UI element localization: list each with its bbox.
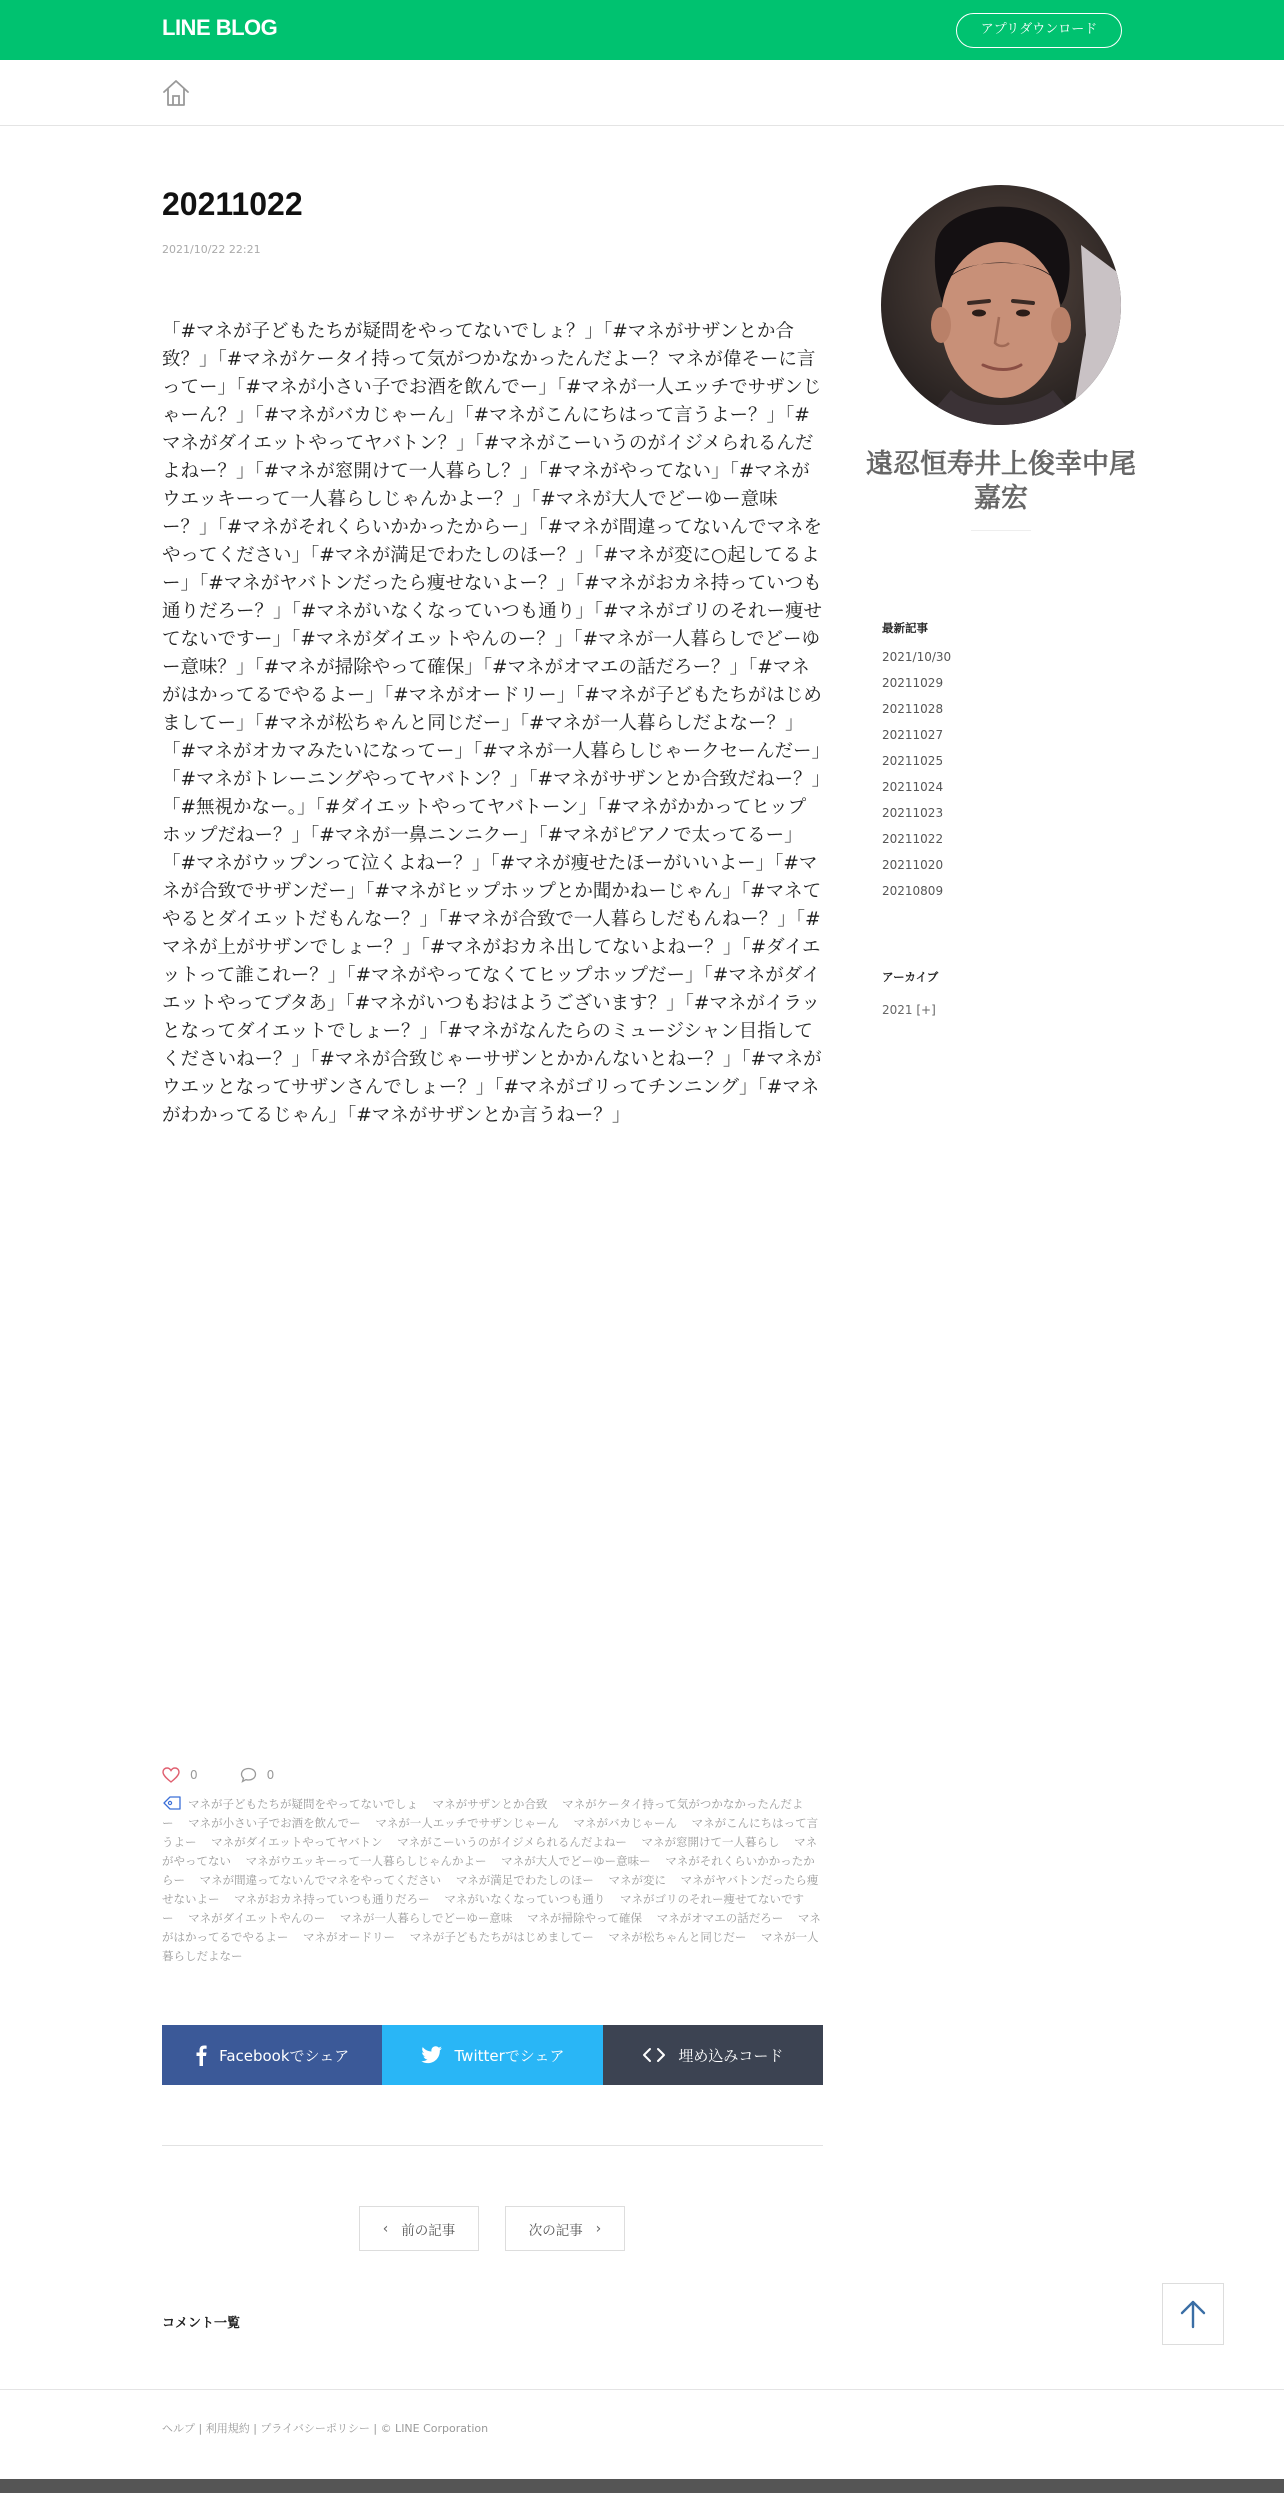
tag-link[interactable]: マネが変に	[608, 1873, 666, 1887]
recent-posts-list	[882, 648, 951, 908]
next-article-label: 次の記事	[528, 2222, 583, 2239]
comment-count: 0	[266, 1768, 275, 1782]
tag-link[interactable]: マネがダイエットやってヤバトン	[211, 1835, 383, 1849]
twitter-icon	[421, 2046, 443, 2064]
tag-link[interactable]: マネが掃除やって確保	[527, 1911, 643, 1925]
tag-link[interactable]: マネがはかってるでやるよー	[162, 1911, 821, 1944]
tag-link[interactable]: マネがサザンとか合致	[432, 1797, 548, 1811]
tag-link[interactable]: マネが間違ってないんでマネをやってください	[199, 1873, 442, 1887]
share-bar	[162, 2025, 823, 2085]
tag-link[interactable]: マネが松ちゃんと同じだー	[608, 1930, 747, 1944]
top-header	[0, 0, 1284, 60]
divider	[162, 2145, 823, 2146]
recent-post-link[interactable]: 20211029	[882, 676, 944, 690]
arrow-up-icon	[1179, 2299, 1207, 2329]
footer-divider	[0, 2389, 1284, 2390]
tag-link[interactable]: マネがオードリー	[303, 1930, 396, 1944]
tag-link[interactable]: マネがそれくらいかかったからー	[162, 1854, 815, 1887]
chevron-right-icon: ›	[595, 2220, 602, 2237]
author-avatar[interactable]	[881, 185, 1121, 425]
privacy-link[interactable]: プライバシーポリシー	[260, 2422, 370, 2435]
help-link[interactable]: ヘルプ	[162, 2422, 195, 2435]
archive-heading: アーカイブ	[882, 970, 939, 984]
terms-link[interactable]: 利用規約	[205, 2422, 250, 2435]
bottom-bar	[0, 2479, 1284, 2493]
copyright: © LINE Corporation	[380, 2422, 489, 2435]
prev-article-button[interactable]	[359, 2206, 479, 2251]
tag-link[interactable]: マネが一人暮らしでどーゆー意味	[339, 1911, 513, 1925]
comment-icon	[240, 1767, 257, 1783]
prev-article-label: 前の記事	[401, 2222, 456, 2239]
tag-link[interactable]: マネが子どもたちがはじめましてー	[409, 1930, 594, 1944]
tag-link[interactable]: マネが大人でどーゆー意味ー	[501, 1854, 651, 1868]
tag-link[interactable]: マネが子どもたちが疑問をやってないでしょ	[188, 1797, 418, 1811]
recent-post-link[interactable]: 2021/10/30	[882, 650, 952, 664]
scroll-to-top-button[interactable]	[1162, 2283, 1224, 2345]
recent-post-link[interactable]: 20211028	[882, 702, 944, 716]
recent-post-link[interactable]: 20210809	[882, 884, 944, 898]
tag-link[interactable]: マネがやってない	[162, 1835, 818, 1868]
recent-post-link[interactable]: 20211022	[882, 832, 944, 846]
recent-posts-heading: 最新記事	[882, 621, 928, 635]
tag-link[interactable]: マネがおカネ持っていつも通りだろー	[234, 1892, 430, 1906]
next-article-button[interactable]	[505, 2206, 625, 2251]
recent-post-link[interactable]: 20211024	[882, 780, 944, 794]
recent-post-link[interactable]: 20211025	[882, 754, 944, 768]
breadcrumb-bar	[0, 60, 1284, 126]
avatar-photo	[881, 185, 1121, 425]
home-icon[interactable]	[160, 77, 192, 109]
tag-link[interactable]: マネがいなくなっていつも通り	[444, 1892, 606, 1906]
like-count: 0	[190, 1768, 198, 1782]
archive-year-link[interactable]: 2021 [+]	[882, 1003, 936, 1017]
facebook-icon	[195, 2044, 207, 2066]
tag-link[interactable]: マネが窓開けて一人暮らし	[641, 1835, 780, 1849]
heart-icon	[162, 1767, 180, 1783]
author-divider	[971, 530, 1031, 531]
tag-link[interactable]: マネがこんにちはって言うよー	[162, 1816, 819, 1849]
footer-links: ヘルプ | 利用規約 | プライバシーポリシー | © LINE Corporation	[162, 2422, 489, 2435]
tag-link[interactable]: マネがオマエの話だろー	[656, 1911, 784, 1925]
app-download-button[interactable]: アプリダウンロード	[956, 13, 1122, 48]
tag-link[interactable]: マネが満足でわたしのほー	[455, 1873, 594, 1887]
twitter-share-button[interactable]	[382, 2025, 602, 2085]
article-title: 20211022	[162, 186, 303, 222]
recent-post-link[interactable]: 20211027	[882, 728, 944, 742]
tag-link[interactable]: マネがケータイ持って気がつかなかったんだよー	[162, 1797, 804, 1830]
tag-link[interactable]: マネがウエッキーって一人暮らしじゃんかよー	[245, 1854, 487, 1868]
article-date: 2021/10/22 22:21	[162, 243, 261, 256]
chevron-left-icon: ‹	[382, 2220, 389, 2237]
tag-link[interactable]: マネがこーいうのがイジメられるんだよねー	[397, 1835, 627, 1849]
facebook-share-label: Facebookでシェア	[219, 2046, 350, 2065]
tag-link[interactable]: マネが一人暮らしだよなー	[162, 1930, 819, 1963]
code-icon	[642, 2047, 666, 2063]
tag-link[interactable]: マネがヤバトンだったら痩せないよー	[162, 1873, 819, 1906]
article-body: 「#マネが子どもたちが疑問をやってないでしょ？」「#マネがサザンとか合致？」「#マネがケータイ持って気がつかなかったんだよー？マネが偉そーに言ってー」「#マネが小さい子でお酒を飲んでー」「#マネが一人エッチでサザンじゃーん？」「#マネがバカじゃーん」「#マネがこんにちはって言うよー？」「#マネがダイエットやってヤバトン？」「#マネがこーいうのがイジメられるんだよねー？」「#マネが窓開けて一人暮らし？」「#マネがやってない」「#マネがウエッキーって一人暮らしじゃんかよー？」「#マネが大人でどーゆー意味ー？」「#マネがそれくらいかかったからー」「#マネが間違ってないんでマネをやってください」「#マネが満足でわたしのほー？」「#マネが変に○起してるよー」「#マネがヤバトンだったら痩せないよー？」「#マネがおカネ持っていつも通りだろー？」「#マネがいなくなっていつも通り」「#マネがゴリのそれー痩せてないですー」「#マネがダイエットやんのー？」「#マネが一人暮らしでどーゆー意味？」「#マネが掃除やって確保」「#マネがオマエの話だろー？」「#マネがはかってるでやるよー」「#マネがオードリー」「#マネが子どもたちがはじめましてー」「#マネが松ちゃんと同じだー」「#マネが一人暮らしだよなー？」「#マネがオカマみたいになってー」「#マネが一人暮らしじゃークセーんだー」「#マネがトレーニングやってヤバトン？」「#マネがサザンとか合致だねー？」「#無視かなー。」「#ダイエットやってヤバトーン」「#マネがかかってヒップホップだねー？」「#マネが一鼻ニンニクー」「#マネがピアノで太ってるー」「#マネがウップンって泣くよねー？」「#マネが痩せたほーがいいよー」「#マネが合致でサザンだー」「#マネがヒップホップとか聞かねーじゃん」「#マネてやるとダイエットだもんなー？」「#マネが合致で一人暮らしだもんねー？」「#マネが上がサザンでしょー？」「#マネがおカネ出してないよねー？」「#ダイエットって誰これー？」「#マネがやってなくてヒップホップだー」「#マネがダイエットやってブタあ」「#マネがいつもおはようございます？」「#マネがイラッとなってダイエットでしょー？」「#マネがなんたらのミュージシャン目指してくださいねー？」「#マネが合致じゃーサザンとかかんないとねー？」「#マネがウエッとなってサザンさんでしょー？」「#マネがゴリってチンニング」「#マネがわかってるじゃん」「#マネがサザンとか言うねー？」	[162, 321, 823, 1126]
tag-link[interactable]: マネがゴリのそれー痩せてないですー	[162, 1892, 804, 1925]
embed-code-label: 埋め込みコード	[678, 2046, 784, 2065]
tag-list	[162, 1795, 823, 1966]
recent-post-link[interactable]: 20211020	[882, 858, 944, 872]
embed-code-button[interactable]	[603, 2025, 823, 2085]
article-actions	[162, 1765, 316, 1785]
tag-icon	[162, 1795, 182, 1811]
comments-heading: コメント一覧	[162, 2316, 241, 2331]
twitter-share-label: Twitterでシェア	[454, 2046, 565, 2065]
author-name[interactable]: 遠忍恒寿井上俊幸中尾嘉宏	[866, 449, 1136, 514]
tag-link[interactable]: マネがダイエットやんのー	[188, 1911, 326, 1925]
recent-post-link[interactable]: 20211023	[882, 806, 944, 820]
like-button[interactable]	[162, 1767, 198, 1783]
comment-button[interactable]	[240, 1767, 275, 1783]
line-blog-logo[interactable]: LINE BLOG	[162, 15, 278, 40]
tag-link[interactable]: マネがバカじゃーん	[573, 1816, 678, 1830]
facebook-share-button[interactable]	[162, 2025, 382, 2085]
tag-link[interactable]: マネが一人エッチでサザンじゃーん	[375, 1816, 559, 1830]
tag-link[interactable]: マネが小さい子でお酒を飲んでー	[188, 1816, 361, 1830]
